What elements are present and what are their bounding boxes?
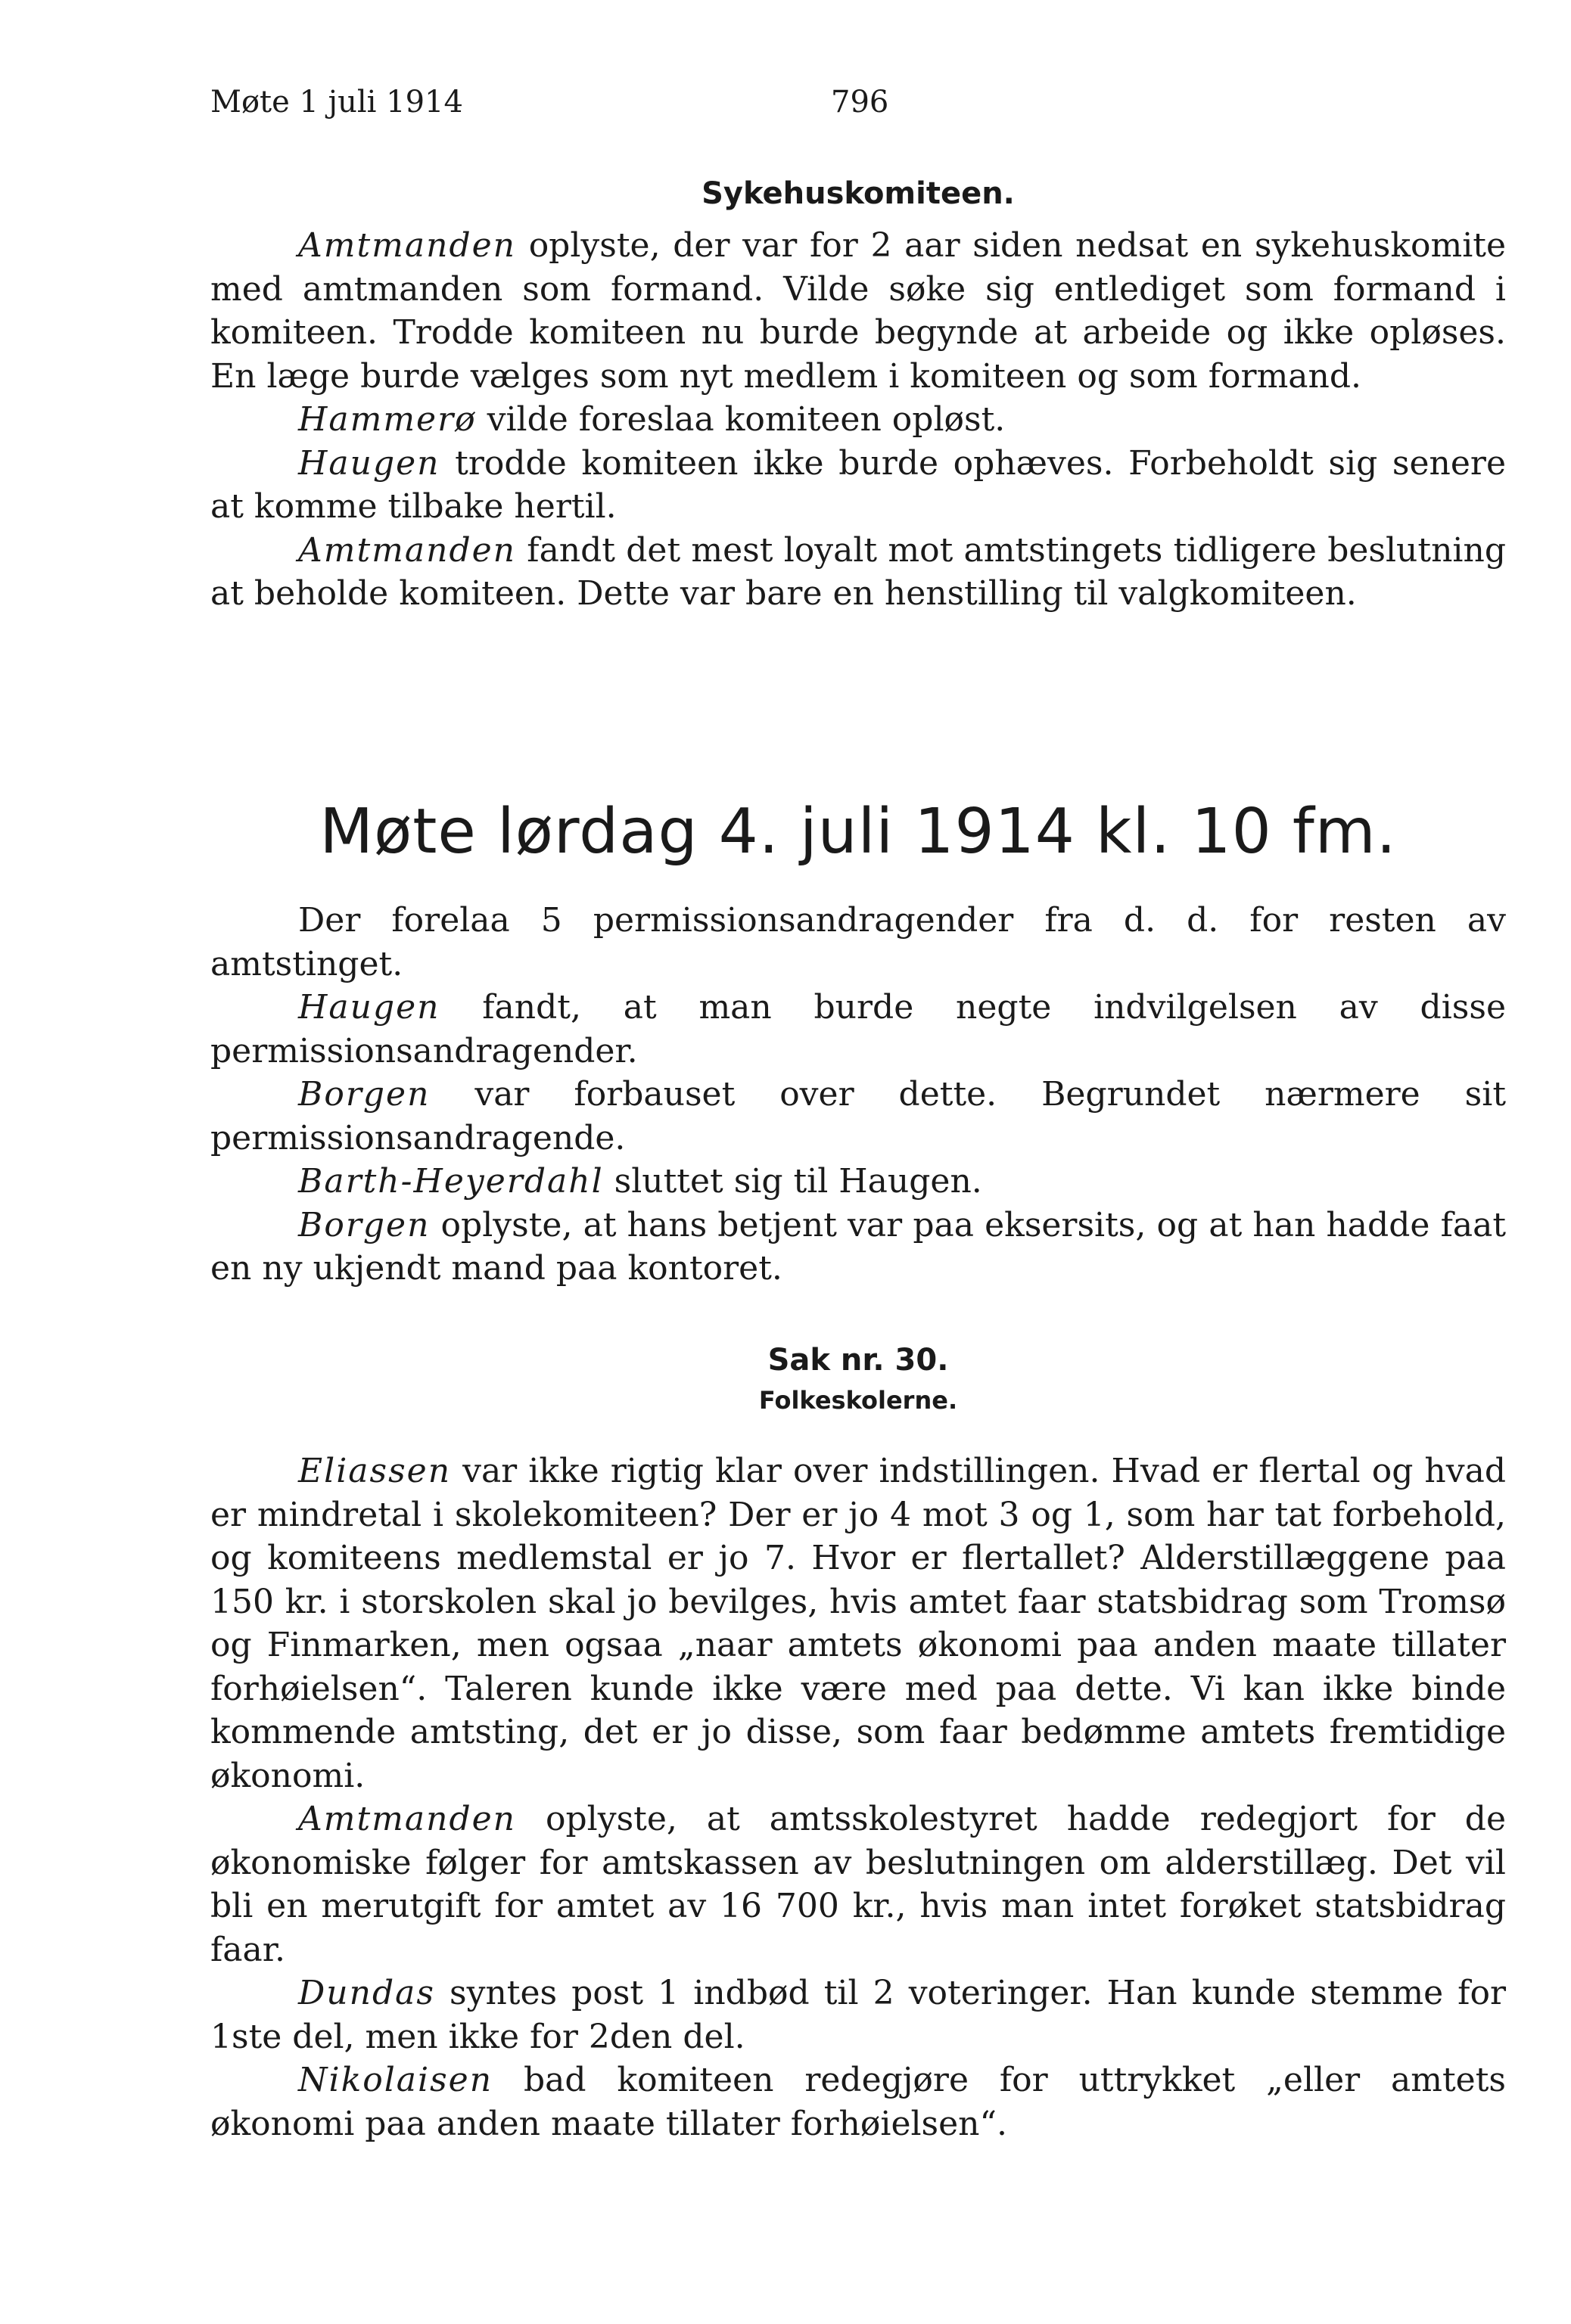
paragraph	[210, 1204, 1506, 1291]
speaker-name: Eliassen	[298, 1452, 452, 1490]
section-body	[210, 1449, 1506, 2145]
paragraph-text: syntes post 1 indbød til 2 voteringer. Han kunde stemme for 1ste del, men ikke for 2den del.	[210, 1974, 1506, 2056]
paragraph	[210, 398, 1506, 442]
paragraph	[210, 1971, 1506, 2058]
meeting-title: Møte lørdag 4. juli 1914 kl. 10 fm.	[319, 796, 1397, 868]
speaker-name: Dundas	[298, 1974, 435, 2012]
header-meeting-date: Møte 1 juli 1914	[210, 85, 463, 120]
paragraph	[210, 1160, 1506, 1204]
section-sykehuskomiteen	[210, 172, 1506, 616]
speaker-name: Haugen	[298, 988, 440, 1027]
paragraph-text: var forbauset over dette. Begrundet nærmere sit permissionsandragende.	[210, 1075, 1506, 1157]
paragraph-text: oplyste, der var for 2 aar siden nedsat en sykehuskomite med amtmanden som formand. Vilde søke sig entlediget som formand i komiteen. Trodde komiteen nu burde begynde at arbeide og ikke opløses. En læge burde vælges som nyt medlem i komiteen og som formand.	[210, 226, 1506, 396]
paragraph	[210, 986, 1506, 1073]
paragraph-text: bad komiteen redegjøre for uttrykket „eller amtets økonomi paa anden maate tillater forhøielsen“.	[210, 2061, 1506, 2143]
paragraph-text: vilde foreslaa komiteen opløst.	[476, 400, 1006, 439]
running-header	[210, 85, 1503, 138]
case-number-title: Sak nr. 30.	[767, 1343, 949, 1378]
paragraph	[210, 1449, 1506, 1797]
paragraph-text: fandt, at man burde negte indvilgelsen av disse permissionsandragender.	[210, 988, 1506, 1070]
paragraph	[210, 529, 1506, 616]
case-subject-title: Folkeskolerne.	[758, 1386, 958, 1415]
meeting-body	[210, 899, 1506, 1291]
paragraph-text: oplyste, at amtsskolestyret hadde redegjort for de økonomiske følger for amtskassen av beslutningen om alderstillæg. Det vil bli en merutgift for amtet av 16 700 kr., hvis man intet forøket statsbidrag faar.	[210, 1800, 1506, 1969]
paragraph	[210, 442, 1506, 529]
paragraph	[210, 1797, 1506, 1971]
paragraph-text: sluttet sig til Haugen.	[603, 1162, 982, 1201]
speaker-name: Borgen	[298, 1075, 431, 1114]
section-body	[210, 224, 1506, 616]
paragraph	[210, 2058, 1506, 2145]
speaker-name: Amtmanden	[298, 226, 517, 265]
speaker-name: Borgen	[298, 1205, 431, 1244]
paragraph	[210, 224, 1506, 398]
page-number: 796	[831, 85, 889, 120]
paragraph-text: oplyste, at hans betjent var paa eksersits, og at han hadde faat en ny ukjendt mand paa kontoret.	[210, 1205, 1506, 1288]
speaker-name: Barth-Heyerdahl	[298, 1162, 604, 1201]
section-sak-30	[210, 1339, 1506, 2145]
speaker-name: Haugen	[298, 443, 440, 483]
paragraph-text: fandt det mest loyalt mot amtstingets tidligere beslutning at beholde komiteen. Dette var bare en henstilling til valgkomiteen.	[210, 530, 1506, 613]
speaker-name: Amtmanden	[298, 1800, 517, 1838]
paragraph	[210, 899, 1506, 986]
paragraph-text: trodde komiteen ikke burde ophæves. Forbeholdt sig senere at komme tilbake hertil.	[210, 443, 1506, 526]
speaker-name: Hammerø	[298, 400, 477, 439]
speaker-name: Amtmanden	[298, 530, 517, 570]
paragraph-text: var ikke rigtig klar over indstillingen. Hvad er flertal og hvad er mindretal i skolekomiteen? Der er jo 4 mot 3 og 1, som har tat forbehold, og komiteens medlemstal er jo 7. Hvor er flertallet? Alderstillæggene paa 150 kr. i storskolen skal jo bevilges, hvis amtet faar statsbidrag som Tromsø og Finmarken, men ogsaa „naar amtets økonomi paa anden maate tillater forhøielsen“. Taleren kunde ikke være med paa dette. Vi kan ikke binde kommende amtsting, det er jo disse, som faar bedømme amtets fremtidige økonomi.	[210, 1452, 1506, 1795]
paragraph-text: Der forelaa 5 permissionsandragender fra d. d. for resten av amtstinget.	[210, 901, 1506, 983]
speaker-name: Nikolaisen	[298, 2061, 493, 2099]
section-title: Sykehuskomiteen.	[702, 176, 1015, 211]
paragraph	[210, 1073, 1506, 1160]
meeting-section	[210, 787, 1506, 1291]
